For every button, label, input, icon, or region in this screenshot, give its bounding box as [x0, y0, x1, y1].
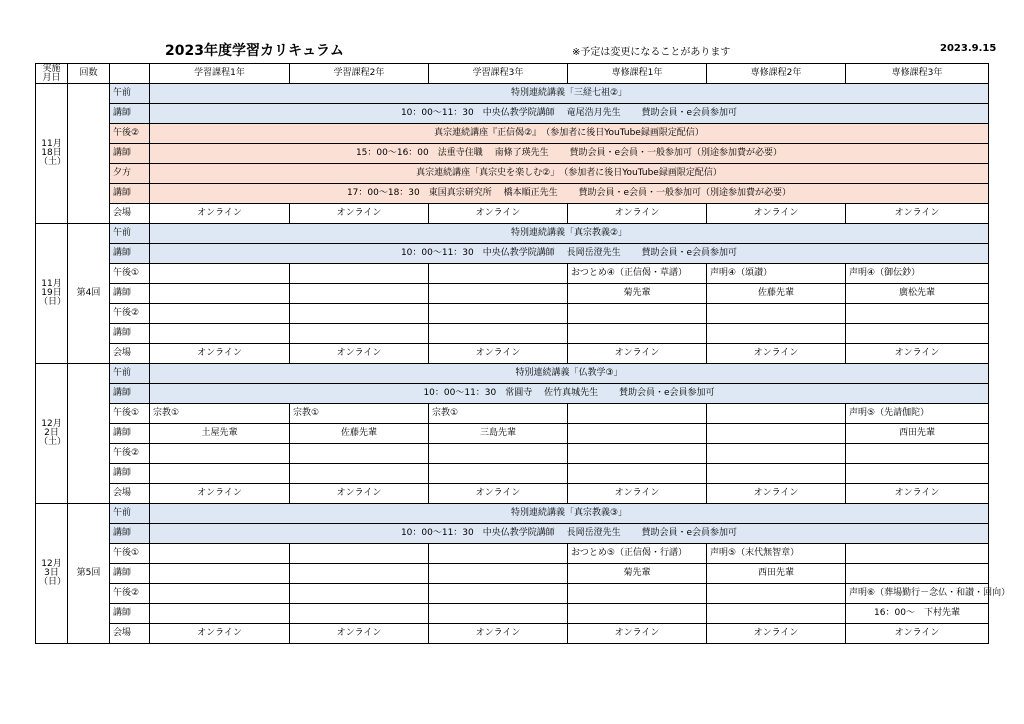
slot-label: 講師	[110, 564, 150, 584]
lecture-detail: 10：00～11：30 常圓寺 佐竹真城先生 賛助会員・e会員参加可	[150, 384, 989, 404]
venue-cell: オンライン	[707, 204, 846, 224]
header-course: 学習課程2年	[290, 64, 429, 84]
lecturer-cell: 佐藤先輩	[290, 424, 429, 444]
date-cell: 12月 2日 （土）	[36, 364, 68, 504]
table-row	[36, 484, 989, 504]
table-row	[36, 184, 989, 204]
venue-cell: オンライン	[290, 204, 429, 224]
lecturer-cell: 菊先輩	[568, 564, 707, 584]
class-cell	[568, 584, 707, 604]
slot-label: 午後①	[110, 544, 150, 564]
lecturer-cell: 廣松先輩	[846, 284, 989, 304]
lecturer-cell	[429, 284, 568, 304]
table-row	[36, 164, 989, 184]
header-row	[36, 64, 989, 84]
class-cell: 声明④（頌讃）	[707, 264, 846, 284]
class-cell	[429, 304, 568, 324]
class-cell	[429, 264, 568, 284]
slot-label: 夕方	[110, 164, 150, 184]
venue-cell: オンライン	[429, 344, 568, 364]
venue-cell: オンライン	[290, 344, 429, 364]
slot-label: 午後②	[110, 444, 150, 464]
header-course: 専修課程1年	[568, 64, 707, 84]
venue-cell: オンライン	[846, 624, 989, 644]
class-cell	[290, 544, 429, 564]
table-row	[36, 264, 989, 284]
class-cell	[707, 304, 846, 324]
class-cell	[707, 444, 846, 464]
table-row	[36, 524, 989, 544]
venue-cell: オンライン	[429, 624, 568, 644]
header-course: 専修課程2年	[707, 64, 846, 84]
slot-label: 講師	[110, 324, 150, 344]
class-cell	[568, 444, 707, 464]
change-notice: ※予定は変更になることがあります	[572, 47, 731, 58]
class-cell	[568, 404, 707, 424]
class-cell	[707, 404, 846, 424]
header-course: 専修課程3年	[846, 64, 989, 84]
lecturer-cell	[568, 424, 707, 444]
lecture-title: 特別連続講義「真宗教義②」	[150, 224, 989, 244]
table-row	[36, 564, 989, 584]
header-slot	[110, 64, 150, 84]
venue-cell: オンライン	[150, 344, 290, 364]
class-cell	[846, 304, 989, 324]
lecturer-cell	[846, 324, 989, 344]
lecturer-cell: 16：00～ 下村先輩	[846, 604, 989, 624]
slot-label: 講師	[110, 524, 150, 544]
venue-cell: オンライン	[568, 624, 707, 644]
header-course: 学習課程1年	[150, 64, 290, 84]
venue-cell: オンライン	[846, 204, 989, 224]
class-cell	[290, 584, 429, 604]
class-cell	[568, 304, 707, 324]
class-cell	[150, 304, 290, 324]
lecturer-cell	[290, 604, 429, 624]
class-cell	[150, 544, 290, 564]
class-cell	[150, 264, 290, 284]
class-cell: 宗教①	[290, 404, 429, 424]
venue-cell: オンライン	[568, 484, 707, 504]
class-cell: 声明④（御伝鈔）	[846, 264, 989, 284]
table-row	[36, 124, 989, 144]
table-row	[36, 364, 989, 384]
lecturer-cell	[568, 464, 707, 484]
lecturer-cell	[150, 604, 290, 624]
lecturer-cell	[150, 284, 290, 304]
table-row	[36, 544, 989, 564]
lecturer-cell: 西田先輩	[707, 564, 846, 584]
class-cell: 宗教①	[150, 404, 290, 424]
slot-label: 講師	[110, 384, 150, 404]
venue-cell: オンライン	[290, 484, 429, 504]
slot-label: 会場	[110, 484, 150, 504]
slot-label: 午前	[110, 84, 150, 104]
slot-label: 午後②	[110, 584, 150, 604]
class-cell	[429, 544, 568, 564]
class-cell: おつとめ④（正信偈・草譜）	[568, 264, 707, 284]
class-cell	[290, 444, 429, 464]
lecturer-cell	[290, 564, 429, 584]
slot-label: 午後①	[110, 264, 150, 284]
lecturer-cell: 西田先輩	[846, 424, 989, 444]
table-row	[36, 224, 989, 244]
venue-cell: オンライン	[568, 204, 707, 224]
table-row	[36, 424, 989, 444]
table-row	[36, 384, 989, 404]
class-cell: おつとめ⑤（正信偈・行譜）	[568, 544, 707, 564]
lecturer-cell	[429, 324, 568, 344]
header-course: 学習課程3年	[429, 64, 568, 84]
date-cell: 11月 18日 （土）	[36, 84, 68, 224]
lecturer-cell: 三島先輩	[429, 424, 568, 444]
round-cell	[68, 84, 110, 224]
venue-cell: オンライン	[429, 484, 568, 504]
lecturer-cell	[150, 564, 290, 584]
class-cell	[846, 544, 989, 564]
slot-label: 午前	[110, 364, 150, 384]
venue-cell: オンライン	[150, 204, 290, 224]
lecture-title: 特別連続講義「真宗教義③」	[150, 504, 989, 524]
lecturer-cell	[707, 324, 846, 344]
header-date: 実施 月日	[36, 64, 68, 84]
class-cell: 声明⑤（先請伽陀）	[846, 404, 989, 424]
table-row	[36, 464, 989, 484]
lecturer-cell	[707, 424, 846, 444]
class-cell: 宗教①	[429, 404, 568, 424]
lecture-title: 特別連続講義「三経七祖②」	[150, 84, 989, 104]
lecture-title: 真宗連続講座『正信偈②』 （参加者に後日YouTube録画限定配信）	[150, 124, 989, 144]
slot-label: 会場	[110, 344, 150, 364]
slot-label: 午後②	[110, 124, 150, 144]
lecturer-cell	[290, 464, 429, 484]
slot-label: 講師	[110, 244, 150, 264]
venue-cell: オンライン	[568, 344, 707, 364]
table-row	[36, 304, 989, 324]
lecture-detail: 15：00～16：00 法重寺住職 南條了瑛先生 賛助会員・e会員・一般参加可（別途参加費が必要）	[150, 144, 989, 164]
class-cell	[429, 584, 568, 604]
slot-label: 講師	[110, 284, 150, 304]
table-row	[36, 324, 989, 344]
table-row	[36, 624, 989, 644]
round-cell	[68, 364, 110, 504]
slot-label: 講師	[110, 464, 150, 484]
lecture-detail: 17：00～18：30 東国真宗研究所 橋本順正先生 賛助会員・e会員・一般参加可（別途参加費が必要）	[150, 184, 989, 204]
page-title: 2023年度学習カリキュラム	[165, 43, 344, 59]
lecture-title: 真宗連続講座「真宗史を楽しむ②」 （参加者に後日YouTube録画限定配信）	[150, 164, 989, 184]
slot-label: 午後②	[110, 304, 150, 324]
class-cell: 声明⑥（葬場勤行－念仏・和讃・回向）	[846, 584, 989, 604]
lecturer-cell	[290, 284, 429, 304]
slot-label: 会場	[110, 204, 150, 224]
slot-label: 午後①	[110, 404, 150, 424]
class-cell	[707, 584, 846, 604]
round-cell: 第5回	[68, 504, 110, 644]
lecturer-cell	[429, 464, 568, 484]
venue-cell: オンライン	[707, 624, 846, 644]
venue-cell: オンライン	[846, 484, 989, 504]
lecturer-cell	[707, 464, 846, 484]
table-row	[36, 284, 989, 304]
table-row	[36, 244, 989, 264]
slot-label: 講師	[110, 424, 150, 444]
class-cell	[290, 304, 429, 324]
date-cell: 12月 3日 （日）	[36, 504, 68, 644]
slot-label: 講師	[110, 604, 150, 624]
lecturer-cell: 土屋先輩	[150, 424, 290, 444]
venue-cell: オンライン	[290, 624, 429, 644]
venue-cell: オンライン	[707, 484, 846, 504]
lecturer-cell	[568, 324, 707, 344]
lecturer-cell	[150, 324, 290, 344]
lecture-detail: 10：00～11：30 中央仏教学院講師 長岡岳澄先生 賛助会員・e会員参加可	[150, 524, 989, 544]
slot-label: 会場	[110, 624, 150, 644]
lecture-title: 特別連続講義「仏教学③」	[150, 364, 989, 384]
table-row	[36, 444, 989, 464]
venue-cell: オンライン	[846, 344, 989, 364]
table-row	[36, 584, 989, 604]
lecturer-cell	[429, 604, 568, 624]
lecturer-cell: 佐藤先輩	[707, 284, 846, 304]
issue-date: 2023.9.15	[940, 43, 997, 54]
venue-cell: オンライン	[150, 484, 290, 504]
lecturer-cell	[429, 564, 568, 584]
slot-label: 講師	[110, 184, 150, 204]
lecturer-cell	[707, 604, 846, 624]
table-row	[36, 344, 989, 364]
slot-label: 講師	[110, 104, 150, 124]
table-row	[36, 404, 989, 424]
lecturer-cell: 菊先輩	[568, 284, 707, 304]
slot-label: 講師	[110, 144, 150, 164]
venue-cell: オンライン	[150, 624, 290, 644]
lecture-detail: 10：00～11：30 中央仏教学院講師 竜尾浩月先生 賛助会員・e会員参加可	[150, 104, 989, 124]
lecturer-cell	[846, 464, 989, 484]
class-cell: 声明⑤（末代無智章）	[707, 544, 846, 564]
table-row	[36, 144, 989, 164]
class-cell	[290, 264, 429, 284]
lecturer-cell	[846, 564, 989, 584]
class-cell	[150, 444, 290, 464]
lecturer-cell	[568, 604, 707, 624]
slot-label: 午前	[110, 224, 150, 244]
class-cell	[150, 584, 290, 604]
date-cell: 11月 19日 （日）	[36, 224, 68, 364]
venue-cell: オンライン	[429, 204, 568, 224]
round-cell: 第4回	[68, 224, 110, 364]
table-row	[36, 204, 989, 224]
table-row	[36, 84, 989, 104]
lecture-detail: 10：00～11：30 中央仏教学院講師 長岡岳澄先生 賛助会員・e会員参加可	[150, 244, 989, 264]
curriculum-table	[35, 63, 1011, 644]
lecturer-cell	[150, 464, 290, 484]
slot-label: 午前	[110, 504, 150, 524]
venue-cell: オンライン	[707, 344, 846, 364]
lecturer-cell	[290, 324, 429, 344]
class-cell	[846, 444, 989, 464]
header-round: 回数	[68, 64, 110, 84]
table-row	[36, 104, 989, 124]
class-cell	[429, 444, 568, 464]
table-row	[36, 504, 989, 524]
table-row	[36, 604, 989, 624]
